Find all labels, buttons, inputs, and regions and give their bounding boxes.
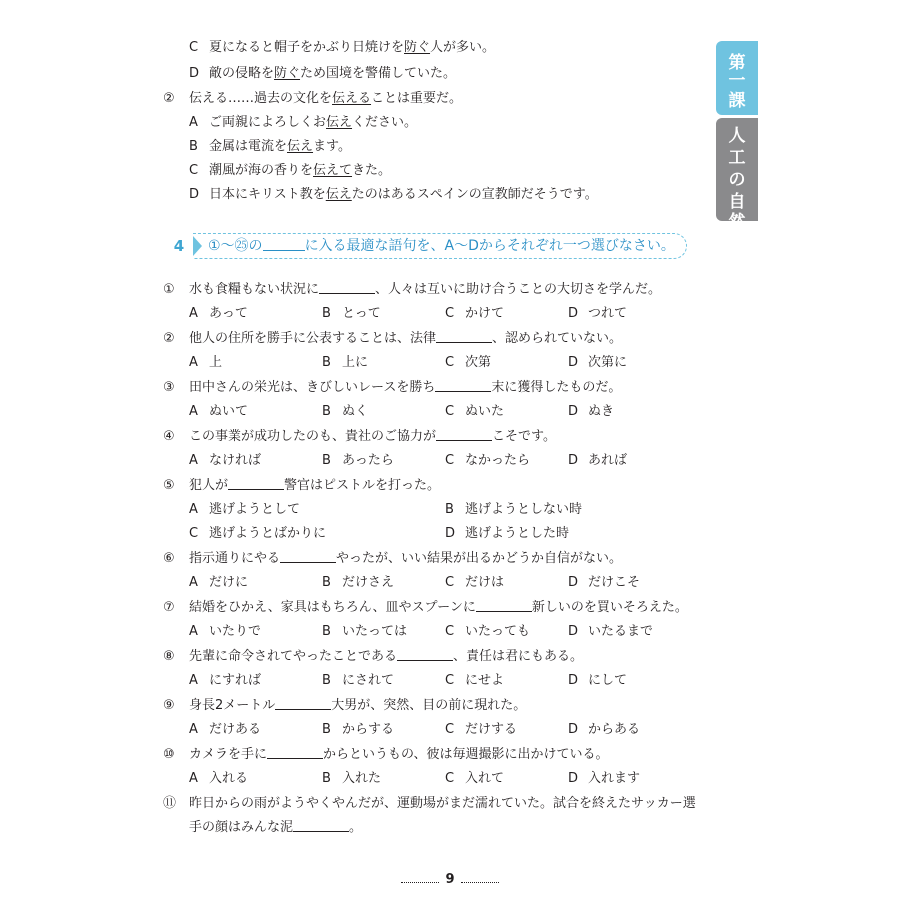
answer-option [189,525,326,543]
question-text: 、認められていない。 [492,331,623,346]
answer-option [445,305,504,323]
option-letter: A [189,722,198,737]
question-number: ④ [163,429,175,444]
answer-option [445,623,530,641]
option-letter: D [189,187,200,202]
option-letter: D [568,306,579,321]
blank-line [267,746,323,759]
question-line [189,819,362,837]
answer-option [568,721,640,739]
underlined-word: 伝えて [313,163,353,178]
question-number: ② [163,91,175,106]
option-text: からする [342,722,395,737]
footer-dots-right [461,874,499,883]
answer-option [568,452,627,470]
option-text: 入れて [465,771,505,786]
question-text: 手の顔はみんな泥 [189,820,294,835]
option-letter: A [189,453,198,468]
question-line [163,330,622,348]
question-text: 他人の住所を勝手に公表することは、法律 [189,331,437,346]
option-letter: D [568,575,579,590]
option-text: なかったら [465,453,531,468]
answer-option [445,574,504,592]
option-letter: B [445,502,454,517]
option-letter: D [568,355,579,370]
option-letter: C [445,306,455,321]
prev-q2-option-d [189,186,598,204]
question-text: こそです。 [492,429,556,444]
section-number: 4 [165,233,193,259]
underlined-word: 防ぐ [274,66,301,81]
title-tab [716,118,758,232]
option-letter: C [445,355,455,370]
option-letter: D [568,404,579,419]
question-text: 警官はピストルを打った。 [284,478,441,493]
question-text: 身長2メートル [189,698,276,713]
option-text: だけある [209,722,262,737]
answer-option [322,672,394,690]
option-text: にされて [342,673,395,688]
question-number: ⑤ [163,478,175,493]
answer-option [445,452,530,470]
option-letter: C [445,453,455,468]
option-letter: D [568,722,579,737]
question-text: 田中さんの栄光は、きびしいレースを勝ち [189,380,436,395]
underlined-word: 伝え [287,139,314,154]
question-text: 結婚をひかえ、家具はもちろん、皿やスプーンに [189,600,476,615]
underlined-word: 伝える [332,91,372,106]
question-text: やったが、いい結果が出るかどうか自信がない。 [336,551,623,566]
option-letter: C [189,526,199,541]
option-text: ため国境を警備していた。 [300,66,457,81]
option-letter: C [445,771,455,786]
question-text: 指示通りにやる [189,551,281,566]
answer-option [445,403,504,421]
blank-line [275,697,331,710]
option-text: 逃げようとして [209,502,301,517]
answer-option [568,623,653,641]
option-letter: D [568,771,579,786]
option-text: 逃げようとばかりに [209,526,327,541]
question-number: ⑦ [163,600,175,615]
answer-option [189,305,248,323]
option-letter: D [445,526,456,541]
question-text: ことは重要だ。 [371,91,463,106]
prev-option-c [189,39,495,57]
title-tab-char-5: 然 [728,212,746,232]
option-letter: B [322,722,331,737]
answer-option [445,770,504,788]
question-line [163,281,661,299]
answer-option [568,672,627,690]
answer-option [322,305,381,323]
question-number: ⑩ [163,747,175,762]
question-line [163,599,688,617]
option-letter: A [189,115,198,130]
answer-option [189,501,300,519]
option-letter: C [445,624,455,639]
question-text: からというもの、彼は毎週撮影に出かけている。 [323,747,609,762]
option-text: とって [342,306,381,321]
underlined-word: 伝え [325,187,352,202]
option-text: ぬいて [209,404,249,419]
option-text: ください。 [352,115,418,130]
option-letter: A [189,355,198,370]
answer-option [445,721,517,739]
lesson-tab-char-3: 課 [728,91,746,111]
option-text: いたっては [342,624,408,639]
section-arrow-icon [193,236,202,256]
question-number: ③ [163,380,175,395]
option-text: かけて [465,306,505,321]
option-letter: C [189,163,199,178]
section-instruction-text: ①〜㉕の [208,238,263,254]
answer-option [322,574,394,592]
question-line [163,648,583,666]
option-letter: B [322,673,331,688]
lesson-tab-char-1: 第 [728,53,746,73]
option-text: 上に [342,355,369,370]
question-text: 大男が、突然、目の前に現れた。 [331,698,527,713]
option-text: 上 [209,355,223,370]
answer-option [189,721,261,739]
question-text: 伝える……過去の文化を [189,91,333,106]
question-number: ⑧ [163,649,175,664]
option-letter: B [322,453,331,468]
question-text: 、責任は君にもある。 [453,649,584,664]
option-text: ぬく [342,404,369,419]
option-text: たのはあるスペインの宣教師だそうです。 [351,187,598,202]
prev-q2-option-c [189,162,391,180]
option-text: だけさえ [342,575,395,590]
question-text: 、人々は互いに助け合うことの大切さを学んだ。 [375,282,662,297]
option-text: にすれば [209,673,262,688]
answer-option [445,501,582,519]
question-text: カメラを手に [189,747,268,762]
blank-line [397,648,453,661]
option-text: あって [209,306,248,321]
answer-option [189,623,261,641]
question-line [163,428,556,446]
option-text: だけこそ [588,575,641,590]
option-text: 逃げようとしない時 [465,502,583,517]
answer-option [568,770,640,788]
question-number: ⑪ [163,796,177,811]
question-line [163,795,696,813]
answer-option [189,403,248,421]
option-text: 次第 [465,355,492,370]
option-letter: C [445,673,455,688]
question-text: 犯人が [189,478,229,493]
lesson-tab [716,41,758,115]
blank-line [293,819,349,832]
option-letter: A [189,673,198,688]
title-tab-char-1: 人 [728,126,746,146]
answer-option [322,354,368,372]
question-line [163,550,622,568]
blank-line [476,599,532,612]
question-text: 新しいのを買いそろえた。 [531,600,688,615]
option-text: 潮風が海の香りを [209,163,314,178]
answer-option [189,574,248,592]
option-text: 金属は電流を [209,139,288,154]
blank-line [436,428,492,441]
option-text: 入れる [209,771,249,786]
prev-option-d [189,65,456,83]
question-text: 先輩に命令されてやったことである [189,649,398,664]
option-letter: D [568,624,579,639]
section-instruction-text: に入る最適な語句を、A〜Dからそれぞれ一つ選びなさい。 [304,238,675,254]
blank-line [436,330,492,343]
option-text: なければ [209,453,262,468]
option-text: 入れます [588,771,641,786]
answer-option [189,452,261,470]
option-letter: A [189,771,198,786]
option-letter: D [568,453,579,468]
option-letter: B [322,624,331,639]
answer-option [322,403,368,421]
answer-option [322,770,381,788]
answer-option [189,672,261,690]
answer-option [445,672,504,690]
page-number: 9 [445,872,455,887]
option-letter: B [322,355,331,370]
option-letter: C [445,404,455,419]
question-number: ⑥ [163,551,175,566]
option-text: 敵の侵略を [209,66,275,81]
option-letter: A [189,404,198,419]
answer-option [189,354,222,372]
title-tab-char-4: 自 [728,192,746,212]
option-letter: A [189,306,198,321]
answer-option [322,721,394,739]
answer-option [568,305,627,323]
question-text: 水も食糧もない状況に [189,282,320,297]
question-line [163,697,526,715]
title-tab-char-2: 工 [728,148,746,168]
answer-option [189,770,248,788]
option-letter: C [445,575,455,590]
answer-option [445,525,569,543]
answer-option [322,623,407,641]
option-letter: C [445,722,455,737]
option-letter: D [568,673,579,688]
option-text: にせよ [465,673,505,688]
option-text: いたりで [209,624,262,639]
option-text: いたっても [465,624,531,639]
option-text: だけは [465,575,505,590]
option-letter: B [322,575,331,590]
option-text: つれて [588,306,628,321]
prev-q2-option-b [189,138,351,156]
blank-line [280,550,336,563]
blank-line [263,238,305,251]
question-text: この事業が成功したのも、貴社のご協力が [189,429,437,444]
option-letter: D [189,66,200,81]
option-text: ぬき [588,404,615,419]
question-2-prev [163,90,462,108]
underlined-word: 伝え [326,115,353,130]
blank-line [228,477,284,490]
underlined-word: 防ぐ [404,40,431,55]
question-number: ① [163,282,175,297]
answer-option [568,403,614,421]
option-letter: A [189,624,198,639]
option-text: 入れた [342,771,382,786]
option-text: 夏になると帽子をかぶり日焼けを [209,40,405,55]
answer-option [568,354,627,372]
question-number: ② [163,331,175,346]
question-line [163,379,621,397]
question-text: 。 [349,820,363,835]
option-letter: B [322,404,331,419]
option-text: だけする [465,722,518,737]
option-text: きた。 [352,163,392,178]
option-text: いたるまで [588,624,654,639]
option-letter: B [189,139,198,154]
option-text: ご両親によろしくお [209,115,327,130]
option-letter: A [189,502,198,517]
option-text: 日本にキリスト教を [209,187,326,202]
prev-q2-option-a [189,114,417,132]
option-text: ぬいた [465,404,505,419]
option-text: 次第に [588,355,628,370]
option-letter: B [322,306,331,321]
blank-line [435,379,491,392]
option-letter: A [189,575,198,590]
option-text: 人が多い。 [430,40,496,55]
answer-option [445,354,491,372]
option-letter: B [322,771,331,786]
question-text: 末に獲得したものだ。 [491,380,622,395]
title-tab-char-3: の [728,170,746,190]
section-instruction [208,237,675,255]
option-letter: C [189,40,199,55]
footer-dots-left [401,874,439,883]
question-number: ⑨ [163,698,175,713]
answer-option [322,452,394,470]
question-line [163,477,440,495]
option-text: だけに [209,575,249,590]
answer-option [568,574,640,592]
page-footer [0,872,900,888]
option-text: ます。 [313,139,351,154]
option-text: あれば [588,453,628,468]
question-text: 昨日からの雨がようやくやんだが、運動場がまだ濡れていた。試合を終えたサッカー選 [189,796,696,811]
question-line [163,746,609,764]
option-text: 逃げようとした時 [465,526,570,541]
option-text: からある [588,722,641,737]
option-text: あったら [342,453,394,468]
blank-line [319,281,375,294]
option-text: にして [588,673,628,688]
lesson-tab-char-2: 一 [728,71,746,91]
